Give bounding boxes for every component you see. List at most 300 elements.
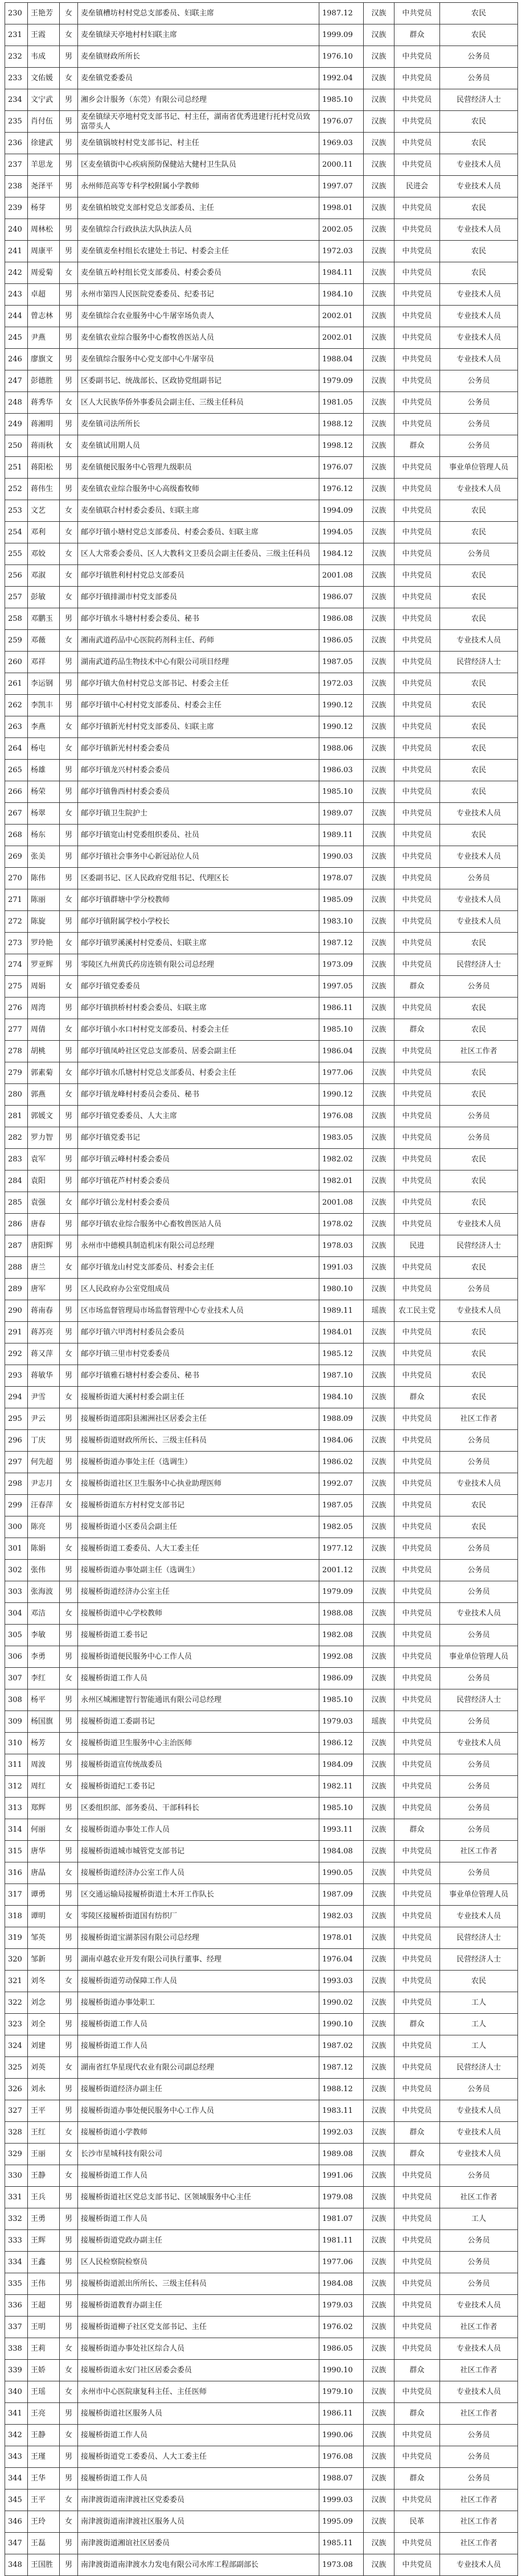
category-cell: 农民 [440,133,518,154]
row-number-cell: 335 [5,2273,28,2295]
political-status-cell: 中共党员 [394,868,440,889]
position-title-cell: 区委副书记、统战部长、区政协党组副书记 [78,370,319,392]
category-cell: 工人 [440,1992,518,2014]
birth-date-cell: 2002.01 [319,327,364,349]
row-number-cell: 282 [5,1127,28,1149]
table-row [5,1754,518,1776]
row-number-cell: 301 [5,1538,28,1560]
row-number-cell: 297 [5,1452,28,1473]
birth-date-cell: 1976.02 [319,2317,364,2338]
category-cell: 农民 [440,933,518,954]
table-row [5,24,518,46]
gender-cell: 男 [60,998,78,1019]
political-status-cell: 中共党员 [394,695,440,716]
birth-date-cell: 1993.03 [319,1971,364,1992]
row-number-cell: 312 [5,1776,28,1798]
category-cell: 农民 [440,3,518,24]
political-status-cell: 中共党员 [394,2554,440,2576]
representative-roster-table [5,2,518,2576]
person-name-cell: 刘永 [28,2079,60,2100]
political-status-cell: 中共党员 [394,1062,440,1084]
birth-date-cell: 1990.10 [319,2360,364,2381]
person-name-cell: 谭勇 [28,1884,60,1906]
row-number-cell: 346 [5,2511,28,2533]
gender-cell: 男 [60,1235,78,1257]
category-cell: 事业单位管理人员 [440,1884,518,1906]
position-title-cell: 麦垒镇五岭村组长党支部委员、村委会委员 [78,262,319,284]
birth-date-cell: 1986.02 [319,1452,364,1473]
row-number-cell: 323 [5,2014,28,2035]
gender-cell: 男 [60,608,78,630]
table-row [5,262,518,284]
birth-date-cell: 1969.03 [319,133,364,154]
gender-cell: 男 [60,652,78,673]
table-row [5,976,518,998]
person-name-cell: 邓洁 [28,1603,60,1625]
row-number-cell: 339 [5,2360,28,2381]
gender-cell: 男 [60,284,78,306]
birth-date-cell: 1987.10 [319,1365,364,1387]
category-cell: 农民 [440,998,518,1019]
position-title-cell: 接履桥街道劳动保障工作人员 [78,1971,319,1992]
table-row [5,349,518,370]
table-row [5,2425,518,2446]
ethnicity-cell: 汉族 [364,716,394,738]
table-row [5,1841,518,1862]
gender-cell: 男 [60,1041,78,1062]
gender-cell: 男 [60,1927,78,1949]
person-name-cell: 尹燕 [28,327,60,349]
political-status-cell: 中共党员 [394,1279,440,1300]
row-number-cell: 311 [5,1754,28,1776]
ethnicity-cell: 汉族 [364,24,394,46]
political-status-cell: 中共党员 [394,803,440,825]
table-row [5,652,518,673]
political-status-cell: 群众 [394,1819,440,1841]
table-row [5,392,518,414]
birth-date-cell: 1986.08 [319,608,364,630]
gender-cell: 男 [60,2295,78,2317]
row-number-cell: 272 [5,911,28,933]
table-row [5,781,518,803]
political-status-cell: 中共党员 [394,1322,440,1343]
position-title-cell: 接履桥街道小学教师 [78,2122,319,2144]
category-cell: 农民 [440,1170,518,1192]
row-number-cell: 234 [5,89,28,111]
political-status-cell: 中共党员 [394,284,440,306]
ethnicity-cell: 汉族 [364,1862,394,1884]
gender-cell: 男 [60,825,78,846]
birth-date-cell: 2001.12 [319,1560,364,1581]
category-cell: 公务员 [440,1127,518,1149]
political-status-cell: 中共党员 [394,479,440,500]
ethnicity-cell: 汉族 [364,911,394,933]
row-number-cell: 240 [5,219,28,241]
row-number-cell: 308 [5,1689,28,1711]
row-number-cell: 341 [5,2403,28,2425]
category-cell: 民营经济人士 [440,2057,518,2079]
ethnicity-cell: 汉族 [364,1538,394,1560]
gender-cell: 男 [60,2403,78,2425]
category-cell: 工人 [440,2035,518,2057]
gender-cell: 男 [60,1711,78,1733]
person-name-cell: 王静 [28,2165,60,2187]
political-status-cell: 中共党员 [394,825,440,846]
birth-date-cell: 1987.12 [319,933,364,954]
ethnicity-cell: 汉族 [364,2057,394,2079]
person-name-cell: 王超 [28,2295,60,2317]
position-title-cell: 接履桥街道经济办公室主任 [78,1581,319,1603]
birth-date-cell: 1982.03 [319,1906,364,1927]
ethnicity-cell: 汉族 [364,1170,394,1192]
person-name-cell: 王鑫 [28,2252,60,2273]
gender-cell: 男 [60,1625,78,1646]
political-status-cell: 中共党员 [394,1170,440,1192]
person-name-cell: 周娟 [28,976,60,998]
position-title-cell: 零陵区九州黄氏药房连锁有限公司总经理 [78,954,319,976]
row-number-cell: 277 [5,1019,28,1041]
table-row [5,868,518,889]
person-name-cell: 郭媛文 [28,1106,60,1127]
table-row [5,1473,518,1495]
ethnicity-cell: 汉族 [364,2295,394,2317]
row-number-cell: 278 [5,1041,28,1062]
person-name-cell: 王霞 [28,24,60,46]
table-row [5,1689,518,1711]
category-cell: 公务员 [440,2165,518,2187]
ethnicity-cell: 汉族 [364,1214,394,1235]
table-row [5,1365,518,1387]
category-cell: 民营经济人士 [440,652,518,673]
position-title-cell: 麦垒镇综合农业服务中心牛屠宰场负责人 [78,306,319,327]
category-cell: 公务员 [440,1625,518,1646]
birth-date-cell: 1998.01 [319,197,364,219]
ethnicity-cell: 汉族 [364,2317,394,2338]
row-number-cell: 328 [5,2122,28,2144]
row-number-cell: 333 [5,2230,28,2252]
position-title-cell: 邮亭圩镇龙兴村村委会委员 [78,760,319,781]
row-number-cell: 291 [5,1322,28,1343]
political-status-cell: 中共党员 [394,1192,440,1214]
person-name-cell: 何丽 [28,1819,60,1841]
political-status-cell: 群众 [394,1019,440,1041]
category-cell: 专业技术人员 [440,803,518,825]
table-row [5,803,518,825]
category-cell: 公务员 [440,1668,518,1689]
person-name-cell: 王艳芳 [28,3,60,24]
row-number-cell: 260 [5,652,28,673]
birth-date-cell: 1990.10 [319,2014,364,2035]
gender-cell: 男 [60,695,78,716]
political-status-cell: 中共党员 [394,1430,440,1452]
position-title-cell: 接履桥街道办事处工作人员 [78,1819,319,1841]
person-name-cell: 刘英 [28,2057,60,2079]
category-cell: 公务员 [440,976,518,998]
birth-date-cell: 1984.12 [319,543,364,565]
ethnicity-cell: 汉族 [364,933,394,954]
row-number-cell: 324 [5,2035,28,2057]
position-title-cell: 麦垒镇农业综合服务中心高级畜牧师 [78,479,319,500]
political-status-cell: 中共党员 [394,1084,440,1106]
gender-cell: 男 [60,781,78,803]
position-title-cell: 邮亭圩镇水爪塘村村党总支部委员、村委会主任 [78,1062,319,1084]
person-name-cell: 蒋阳松 [28,457,60,479]
row-number-cell: 296 [5,1430,28,1452]
gender-cell: 女 [60,2425,78,2446]
gender-cell: 女 [60,3,78,24]
table-row [5,89,518,111]
gender-cell: 男 [60,457,78,479]
table-row [5,2035,518,2057]
person-name-cell: 王平 [28,2100,60,2122]
table-row [5,1733,518,1754]
position-title-cell: 接履桥街道派出所所长、三级主任科员 [78,2273,319,2295]
row-number-cell: 275 [5,976,28,998]
row-number-cell: 334 [5,2252,28,2273]
row-number-cell: 306 [5,1646,28,1668]
gender-cell: 女 [60,435,78,457]
political-status-cell: 中共党员 [394,2295,440,2317]
ethnicity-cell: 汉族 [364,738,394,760]
gender-cell: 男 [60,414,78,435]
category-cell: 公务员 [440,1798,518,1819]
person-name-cell: 唐晶 [28,1862,60,1884]
position-title-cell: 麦垒镇综合行政执法大队执法人员 [78,219,319,241]
ethnicity-cell: 汉族 [364,868,394,889]
row-number-cell: 259 [5,630,28,652]
row-number-cell: 287 [5,1235,28,1257]
political-status-cell: 中共党员 [394,1149,440,1170]
category-cell: 农民 [440,673,518,695]
row-number-cell: 281 [5,1106,28,1127]
category-cell: 农民 [440,1192,518,1214]
gender-cell: 女 [60,1668,78,1689]
birth-date-cell: 1988.09 [319,1408,364,1430]
person-name-cell: 郭素菊 [28,1062,60,1084]
political-status-cell: 中共党员 [394,46,440,68]
person-name-cell: 彭敏 [28,587,60,608]
row-number-cell: 318 [5,1906,28,1927]
person-name-cell: 王磊 [28,2533,60,2554]
position-title-cell: 区人民检察院检察员 [78,2252,319,2273]
category-cell: 农民 [440,1516,518,1538]
position-title-cell: 邮亭圩镇罗溪溪村村党委员、妇联主席 [78,933,319,954]
position-title-cell: 接履桥街道邵阳县湘洲社区居委会主任 [78,1408,319,1430]
row-number-cell: 247 [5,370,28,392]
position-title-cell: 湖南卓越农业开发有限公司执行董事、经理 [78,1949,319,1971]
ethnicity-cell: 汉族 [364,197,394,219]
ethnicity-cell: 汉族 [364,2468,394,2490]
ethnicity-cell: 汉族 [364,2208,394,2230]
row-number-cell: 336 [5,2295,28,2317]
category-cell: 民营经济人士 [440,1927,518,1949]
category-cell: 民营经济人士 [440,89,518,111]
category-cell: 农民 [440,1387,518,1408]
table-row [5,2273,518,2295]
row-number-cell: 242 [5,262,28,284]
gender-cell: 男 [60,2100,78,2122]
ethnicity-cell: 汉族 [364,1971,394,1992]
gender-cell: 女 [60,565,78,587]
gender-cell: 男 [60,2468,78,2490]
political-status-cell: 中共党员 [394,673,440,695]
gender-cell: 女 [60,1084,78,1106]
position-title-cell: 麦垒镇党委委员 [78,68,319,89]
row-number-cell: 340 [5,2381,28,2403]
category-cell: 农民 [440,1084,518,1106]
birth-date-cell: 1982.11 [319,1776,364,1798]
table-row [5,1062,518,1084]
row-number-cell: 251 [5,457,28,479]
position-title-cell: 接履桥街道办事处社区综合人员 [78,2338,319,2360]
category-cell: 社区工作者 [440,2317,518,2338]
table-row [5,825,518,846]
row-number-cell: 294 [5,1387,28,1408]
person-name-cell: 尧泽平 [28,176,60,197]
table-row [5,846,518,868]
political-status-cell: 中共党员 [394,846,440,868]
table-row [5,760,518,781]
person-name-cell: 周爱菊 [28,262,60,284]
person-name-cell: 蒋湘明 [28,414,60,435]
birth-date-cell: 1993.11 [319,1819,364,1841]
category-cell: 民营经济人士 [440,1235,518,1257]
person-name-cell: 李勇 [28,1646,60,1668]
birth-date-cell: 2002.01 [319,306,364,327]
person-name-cell: 蒋秀华 [28,392,60,414]
category-cell: 专业技术人员 [440,349,518,370]
birth-date-cell: 1987.09 [319,1884,364,1906]
row-number-cell: 253 [5,500,28,522]
birth-date-cell: 2000.11 [319,154,364,176]
person-name-cell: 陈伟 [28,868,60,889]
category-cell: 专业技术人员 [440,2122,518,2144]
table-row [5,1279,518,1300]
ethnicity-cell: 汉族 [364,435,394,457]
ethnicity-cell: 汉族 [364,673,394,695]
table-row [5,1819,518,1841]
row-number-cell: 257 [5,587,28,608]
ethnicity-cell: 汉族 [364,154,394,176]
political-status-cell: 中共党员 [394,1214,440,1235]
birth-date-cell: 1978.07 [319,868,364,889]
birth-date-cell: 1983.05 [319,1127,364,1149]
position-title-cell: 麦垒镇锅坡村村党支部书记、村主任 [78,133,319,154]
person-name-cell: 王红 [28,2122,60,2144]
category-cell: 专业技术人员 [440,154,518,176]
birth-date-cell: 1976.10 [319,46,364,68]
gender-cell: 女 [60,2122,78,2144]
category-cell: 工人 [440,2014,518,2035]
person-name-cell: 唐兰 [28,1257,60,1279]
birth-date-cell: 1982.05 [319,1516,364,1538]
political-status-cell: 群众 [394,435,440,457]
political-status-cell: 群众 [394,1387,440,1408]
ethnicity-cell: 汉族 [364,306,394,327]
gender-cell: 男 [60,1798,78,1819]
gender-cell: 女 [60,716,78,738]
row-number-cell: 274 [5,954,28,976]
ethnicity-cell: 汉族 [364,1365,394,1387]
table-row [5,2100,518,2122]
birth-date-cell: 1990.05 [319,1862,364,1884]
ethnicity-cell: 汉族 [364,1841,394,1862]
position-title-cell: 邮亭圩镇雅石塘村村委会委员、秘书 [78,1365,319,1387]
gender-cell: 女 [60,1495,78,1516]
row-number-cell: 238 [5,176,28,197]
table-row [5,608,518,630]
category-cell: 专业技术人员 [440,176,518,197]
birth-date-cell: 1976.08 [319,1106,364,1127]
table-row [5,500,518,522]
ethnicity-cell: 汉族 [364,2187,394,2208]
category-cell: 专业技术人员 [440,284,518,306]
row-number-cell: 252 [5,479,28,500]
political-status-cell: 中共党员 [394,760,440,781]
category-cell: 专业技术人员 [440,846,518,868]
ethnicity-cell: 汉族 [364,2230,394,2252]
person-name-cell: 李燕 [28,716,60,738]
category-cell: 公务员 [440,370,518,392]
political-status-cell: 中共党员 [394,68,440,89]
category-cell: 专业技术人员 [440,1300,518,1322]
ethnicity-cell: 汉族 [364,1776,394,1798]
ethnicity-cell: 汉族 [364,1819,394,1841]
ethnicity-cell: 汉族 [364,1408,394,1430]
birth-date-cell: 1991.06 [319,2165,364,2187]
political-status-cell: 中共党员 [394,1106,440,1127]
category-cell: 公务员 [440,414,518,435]
political-status-cell: 中共党员 [394,1257,440,1279]
table-row [5,1603,518,1625]
position-title-cell: 邮亭圩镇党委委员 [78,976,319,998]
person-name-cell: 郭燕 [28,1084,60,1106]
political-status-cell: 中共党员 [394,1733,440,1754]
political-status-cell: 中共党员 [394,1776,440,1798]
birth-date-cell: 1992.08 [319,1646,364,1668]
person-name-cell: 杨平 [28,1689,60,1711]
row-number-cell: 345 [5,2490,28,2511]
position-title-cell: 邮亭圩镇排湖市村党支部委员 [78,587,319,608]
category-cell: 专业技术人员 [440,327,518,349]
gender-cell: 男 [60,370,78,392]
gender-cell: 女 [60,2511,78,2533]
person-name-cell: 杨屯 [28,738,60,760]
ethnicity-cell: 汉族 [364,1387,394,1408]
gender-cell: 女 [60,2381,78,2403]
position-title-cell: 邮亭圩镇新光村村党支部委员、妇联主席 [78,716,319,738]
position-title-cell: 邮亭圩镇附属学校小学校长 [78,911,319,933]
category-cell: 公务员 [440,1581,518,1603]
position-title-cell: 邮亭圩镇龙山村党支部委员、村委会主任 [78,1257,319,1279]
birth-date-cell: 1981.07 [319,2208,364,2230]
person-name-cell: 陈娟 [28,1538,60,1560]
birth-date-cell: 1991.03 [319,1257,364,1279]
birth-date-cell: 1972.03 [319,241,364,262]
person-name-cell: 徐建武 [28,133,60,154]
ethnicity-cell: 汉族 [364,1495,394,1516]
category-cell: 公务员 [440,435,518,457]
category-cell: 社区工作者 [440,1841,518,1862]
row-number-cell: 230 [5,3,28,24]
category-cell: 公务员 [440,1538,518,1560]
ethnicity-cell: 汉族 [364,1668,394,1689]
political-status-cell: 中共党员 [394,998,440,1019]
category-cell: 农民 [440,24,518,46]
row-number-cell: 304 [5,1603,28,1625]
gender-cell: 女 [60,1192,78,1214]
table-row [5,2533,518,2554]
